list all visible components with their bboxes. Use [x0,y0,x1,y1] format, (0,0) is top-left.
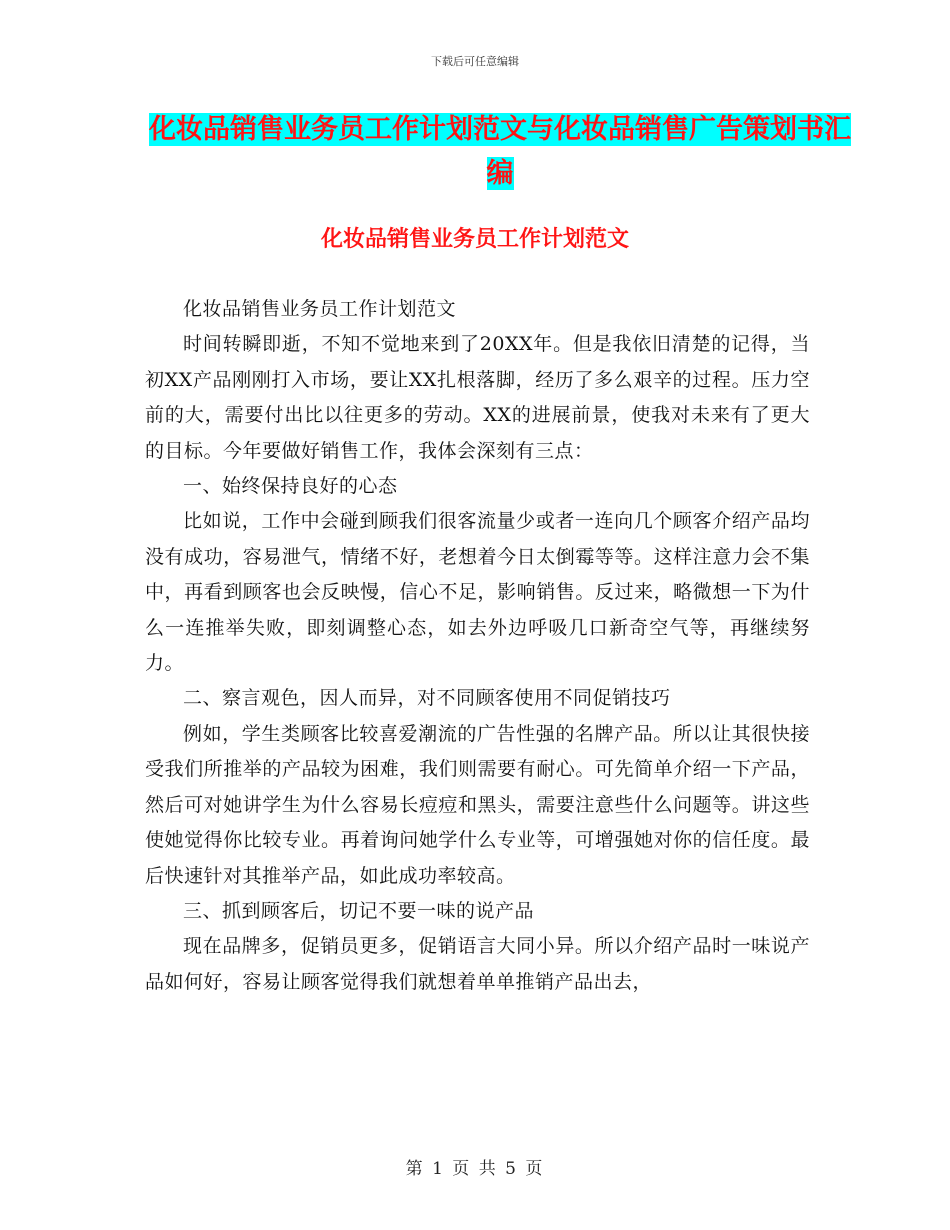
document-title-text: 化妆品销售业务员工作计划范文与化妆品销售广告策划书汇编 [149,114,851,189]
document-title [140,108,860,196]
paragraph-heading: 三、抓到顾客后，切记不要一味的说产品 [183,899,535,922]
body-text [145,292,810,1000]
paragraph-heading: 二、察言观色，因人而异，对不同顾客使用不同促销技巧 [183,687,671,710]
paragraph: 化妆品销售业务员工作计划范文 [183,298,457,320]
paragraph: 例如，学生类顾客比较喜爱潮流的广告性强的名牌产品。所以让其很快接受我们所推举的产品较为困难，我们则需要有耐心。可先简单介绍一下产品，然后可对她讲学生为什么容易长痘痘和黑头，需要注意些什么问题等。讲这些使她觉得你比较专业。再着询问她学什么专业等，可增强她对你的信任度。最后快速针对其推举产品，如此成功率较高。 [145,722,810,887]
page-footer: 第 1 页 共 5 页 [405,1159,545,1179]
paragraph: 时间转瞬即逝，不知不觉地来到了20XX年。但是我依旧清楚的记得，当初XX产品刚刚打入市场，要让XX扎根落脚，经历了多么艰辛的过程。压力空前的大，需要付出比以往更多的劳动。XX的进展前景，使我对未来有了更大的目标。今年要做好销售工作，我体会深刻有三点： [145,333,810,462]
paragraph: 比如说，工作中会碰到顾我们很客流量少或者一连向几个顾客介绍产品均没有成功，容易泄气，情绪不好，老想着今日太倒霉等等。这样注意力会不集中，再看到顾客也会反映慢，信心不足，影响销售。反过来，略微想一下为什么一连推举失败，即刻调整心态，如去外边呼吸几口新奇空气等，再继续努力。 [145,510,810,675]
paragraph-heading: 一、始终保持良好的心态 [183,475,398,498]
paragraph: 现在品牌多，促销员更多，促销语言大同小异。所以介绍产品时一味说产品如何好，容易让顾客觉得我们就想着单单推销产品出去， [145,935,810,993]
header-note: 下载后可任意编辑 [431,55,519,68]
section-title: 化妆品销售业务员工作计划范文 [320,227,629,252]
